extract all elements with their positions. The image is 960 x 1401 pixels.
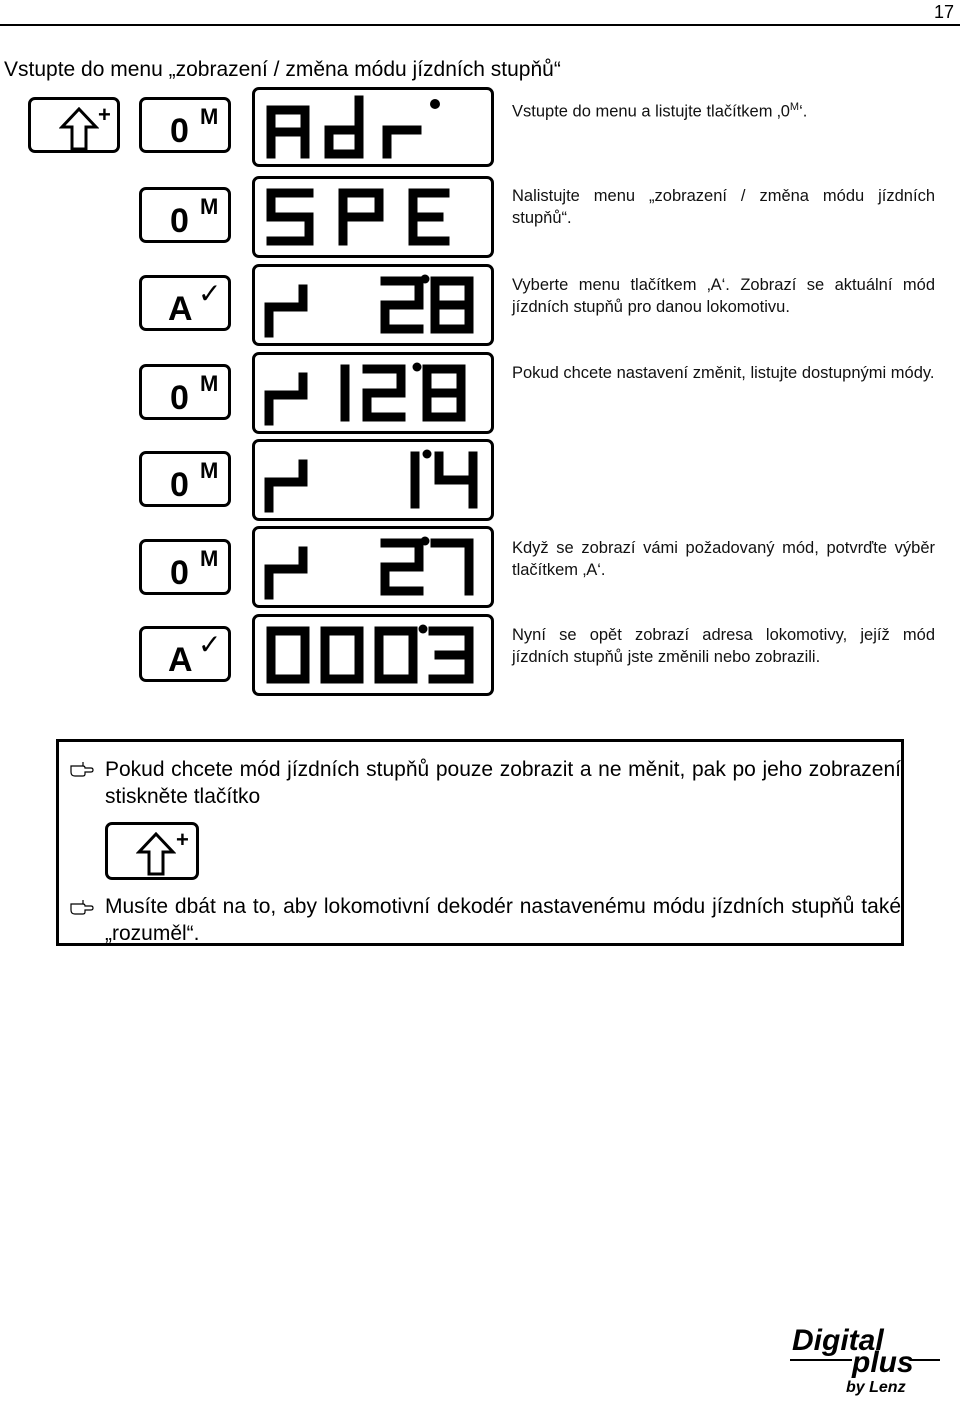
lcd-display	[252, 352, 494, 434]
key-digit: 0	[170, 466, 189, 504]
svg-text:Digital: Digital	[792, 1324, 884, 1357]
key-mode-letter: M	[200, 458, 219, 483]
display-r28	[255, 267, 491, 343]
a-check-key	[139, 275, 231, 331]
display-r128	[255, 355, 491, 431]
lcd-display	[252, 614, 494, 696]
zero-m-key	[139, 451, 231, 507]
pointing-hand-icon	[69, 760, 95, 778]
pointing-hand-icon	[69, 898, 95, 916]
zero-m-key	[139, 364, 231, 420]
lcd-display	[252, 526, 494, 608]
key-digit: 0	[170, 112, 189, 150]
a-check-key	[139, 626, 231, 682]
description-step-6: Když se zobrazí vámi požadovaný mód, potvrďte výběr tlačítkem ‚A‘.	[512, 539, 935, 579]
digital-plus-logo	[790, 1318, 940, 1396]
description-step-4: Pokud chcete nastavení změnit, listujte dostupnými módy.	[512, 364, 935, 382]
lcd-display	[252, 176, 494, 258]
display-adr	[255, 90, 491, 164]
description-step-2: Nalistujte menu „zobrazení / změna módu jízdních stupňů“.	[512, 187, 935, 227]
key-mode-letter: M	[200, 104, 219, 129]
shift-arrow-icon	[136, 832, 176, 876]
shift-arrow-icon	[59, 107, 99, 151]
lcd-display	[252, 439, 494, 521]
key-mode-letter: M	[200, 194, 219, 219]
zero-m-key	[139, 97, 231, 153]
shift-plus-key	[105, 822, 199, 880]
note-text-2: Musíte dbát na to, aby lokomotivní dekodér nastavenému módu jízdních stupňů také „rozuměl“.	[105, 895, 901, 945]
lcd-display	[252, 87, 494, 167]
key-letter: A	[168, 641, 193, 679]
zero-m-key	[139, 539, 231, 595]
key-mode-letter: M	[200, 371, 219, 396]
key-digit: 0	[170, 202, 189, 240]
lcd-display	[252, 264, 494, 346]
description-step-1: Vstupte do menu a listujte tlačítkem $‚0^M‘$.	[512, 101, 808, 121]
key-digit: 0	[170, 554, 189, 592]
description-step-3: Vyberte menu tlačítkem ‚A‘. Zobrazí se aktuální mód jízdních stupňů pro danou lokomotivu.	[512, 276, 935, 316]
plus-sign: +	[176, 827, 189, 852]
key-digit: 0	[170, 379, 189, 417]
page-number: 17	[933, 2, 954, 22]
display-spe	[255, 179, 491, 255]
logo-graphic	[790, 1318, 940, 1396]
note-text-1: Pokud chcete mód jízdních stupňů pouze zobrazit a ne měnit, pak po jeho zobrazení stiskněte tlačítko	[105, 758, 901, 808]
note-box	[56, 739, 904, 946]
display-0003	[255, 617, 491, 693]
header-rule	[0, 24, 960, 26]
svg-text:plus: plus	[852, 1346, 914, 1379]
shift-plus-key	[28, 97, 120, 153]
zero-m-key	[139, 187, 231, 243]
checkmark-icon: ✓	[198, 278, 222, 309]
display-r27	[255, 529, 491, 605]
svg-text:by Lenz: by Lenz	[846, 1379, 906, 1396]
key-letter: A	[168, 290, 193, 328]
section-heading: Vstupte do menu „zobrazení / změna módu jízdních stupňů“	[4, 58, 561, 81]
key-mode-letter: M	[200, 546, 219, 571]
plus-sign: +	[98, 102, 111, 127]
checkmark-icon: ✓	[198, 629, 222, 660]
display-r14	[255, 442, 491, 518]
description-step-7: Nyní se opět zobrazí adresa lokomotivy, jejíž mód jízdních stupňů jste změnili nebo zobrazili.	[512, 626, 935, 666]
